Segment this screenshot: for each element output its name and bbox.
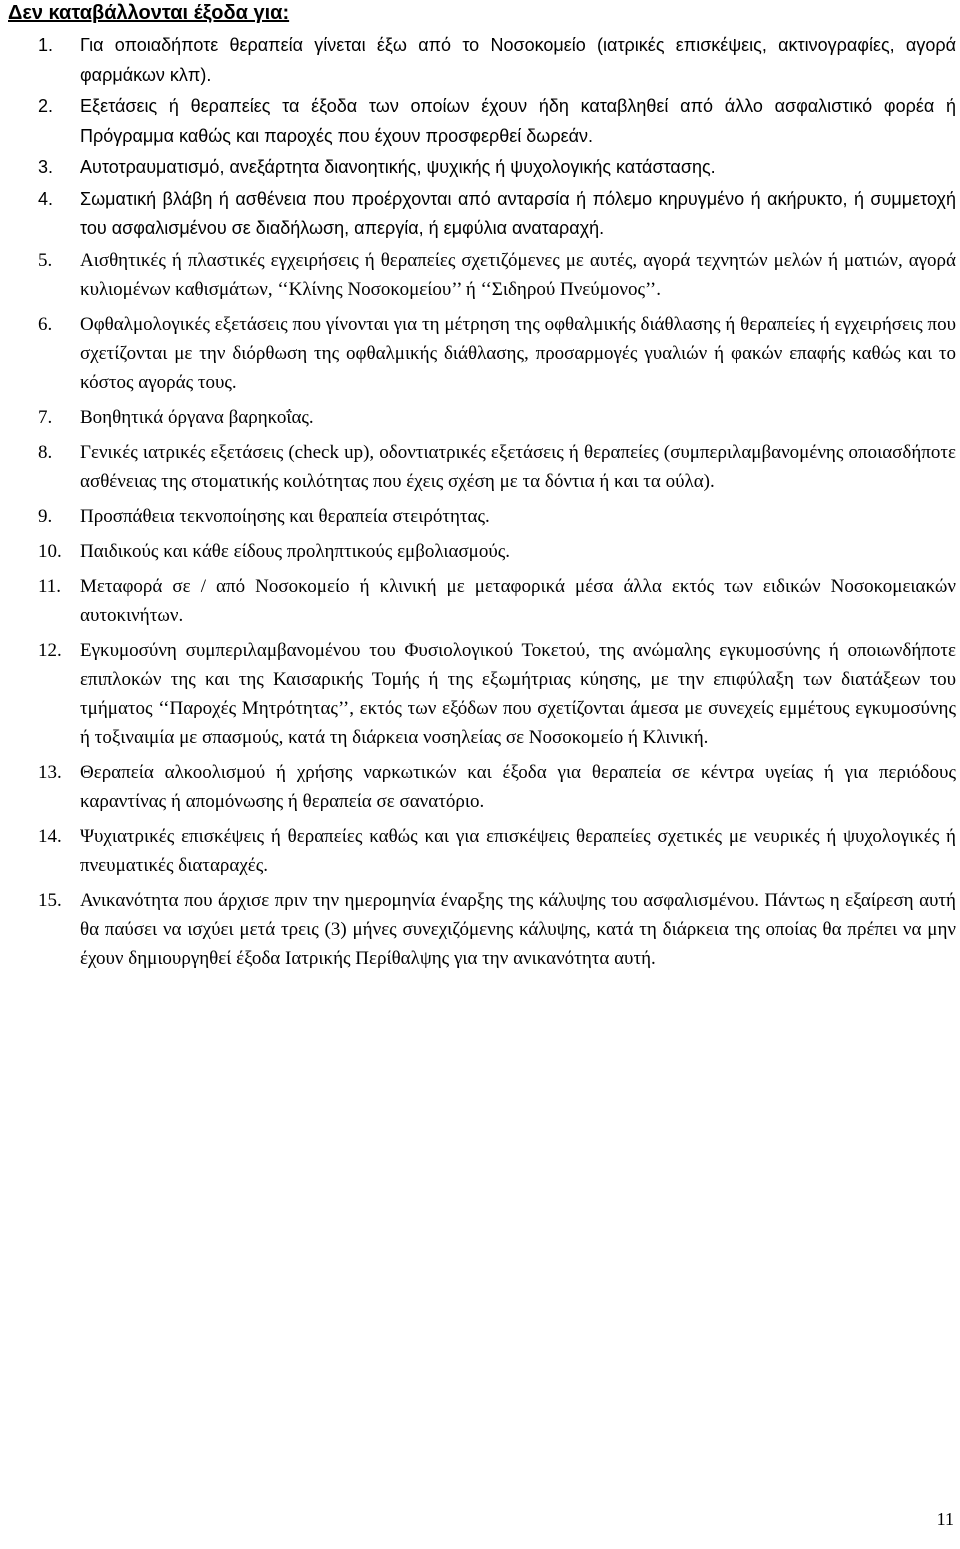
list-item	[0, 31, 960, 90]
list-item	[0, 502, 960, 531]
page-number: 11	[936, 1509, 954, 1529]
item-text: Αυτοτραυματισμό, ανεξάρτητα διανοητικής, ψυχικής ή ψυχολογικής κατάστασης.	[80, 157, 716, 177]
list-item	[0, 185, 960, 244]
item-number: 2.	[38, 96, 54, 116]
item-number: 4.	[38, 188, 54, 209]
item-text: Προσπάθεια τεκνοποίησης και θεραπεία στειρότητας.	[80, 505, 490, 527]
item-number: 6.	[38, 313, 53, 335]
item-number: 14.	[38, 825, 62, 847]
item-number: 11.	[38, 575, 62, 597]
item-number: 5.	[38, 249, 53, 271]
item-number: 15.	[38, 889, 62, 911]
item-number: 8.	[38, 441, 53, 463]
list-item	[0, 822, 960, 880]
item-text: Αισθητικές ή πλαστικές εγχειρήσεις ή θεραπείες σχετιζόμενες με αυτές, αγορά τεχνητών μελών ή ματιών, αγορά κυλιομένων καθισμάτων, ‘‘Κλίνης Νοσοκομείου’’ ή ‘‘Σιδηρού Πνεύμονος’’.	[80, 249, 956, 300]
list-item	[0, 636, 960, 752]
item-text: Βοηθητικά όργανα βαρηκοΐας.	[80, 406, 314, 428]
item-text: Για οποιαδήποτε θεραπεία γίνεται έξω από το Νοσοκομείο (ιατρικές επισκέψεις, ακτινογραφίες, αγορά φαρμάκων κλπ).	[80, 35, 956, 85]
item-number: 3.	[38, 157, 54, 177]
item-text: Θεραπεία αλκοολισμού ή χρήσης ναρκωτικών και έξοδα για θεραπεία σε κέντρα υγείας ή για περιόδους καραντίνας ή απομόνωσης ή θεραπεία σε σανατόριο.	[80, 761, 956, 812]
item-text: Εγκυμοσύνη συμπεριλαμβανομένου του Φυσιολογικού Τοκετού, της ανώμαλης εγκυμοσύνης ή οποιωνδήποτε επιπλοκών της και της Καισαρικής Τομής ή της εξωμήτριας κύησης, με την επιφύλαξη των διατάξεων του τμήματος ‘‘Παροχές Μητρότητας’’, εκτός των εξόδων που σχετίζονται άμεσα με συνεχείς εμμέτους εγκυμοσύνης ή τοξιναιμία με σπασμούς, κατά τη διάρκεια νοσηλείας σε Νοσοκομείο ή Κλινική.	[80, 639, 956, 748]
list-item	[0, 246, 960, 304]
item-text: Παιδικούς και κάθε είδους προληπτικούς εμβολιασμούς.	[80, 540, 511, 562]
item-text: Εξετάσεις ή θεραπείες τα έξοδα των οποίων έχουν ήδη καταβληθεί από άλλο ασφαλιστικό φορέα ή Πρόγραμμα καθώς και παροχές που έχουν προσφερθεί δωρεάν.	[80, 96, 956, 146]
item-text: Οφθαλμολογικές εξετάσεις που γίνονται για τη μέτρηση της οφθαλμικής διάθλασης ή θεραπείες ή εγχειρήσεις που σχετίζονται με την διόρθωση της οφθαλμικής διάθλασης, προσαρμογές γυαλιών ή φακών επαφής καθώς και το κόστος αγοράς τους.	[80, 313, 956, 393]
item-number: 13.	[38, 761, 62, 783]
item-text: Γενικές ιατρικές εξετάσεις (check up), οδοντιατρικές εξετάσεις ή θεραπείες (συμπεριλαμβανομένης οποιασδήποτε ασθένειας της στοματικής κοιλότητας που έχεις σχέση με τα δόντια ή και τα ούλα).	[80, 441, 956, 492]
item-number: 1.	[38, 35, 54, 55]
list-item	[0, 403, 960, 432]
item-text: Σωματική βλάβη ή ασθένεια που προέρχονται από ανταρσία ή πόλεμο κηρυγμένο ή ακήρυκτο, ή συμμετοχή του ασφαλισμένου σε διαδήλωση, απεργία, ή εμφύλια αναταραχή.	[80, 188, 956, 238]
item-number: 9.	[38, 505, 53, 527]
item-text: Μεταφορά σε / από Νοσοκομείο ή κλινική με μεταφορικά μέσα άλλα εκτός των ειδικών Νοσοκομειακών αυτοκινήτων.	[80, 575, 956, 626]
list-item	[0, 572, 960, 630]
list-item	[0, 438, 960, 496]
item-number: 7.	[38, 406, 53, 428]
item-text: Ανικανότητα που άρχισε πριν την ημερομηνία έναρξης της κάλυψης του ασφαλισμένου. Πάντως η εξαίρεση αυτή θα παύσει να ισχύει μετά τρεις (3) μήνες συνεχιζόμενης κάλυψης, κατά τη διάρκεια της οποίας θα πρέπει να μην έχουν δημιουργηθεί έξοδα Ιατρικής Περίθαλψης για την ανικανότητα αυτή.	[80, 889, 956, 969]
list-item	[0, 886, 960, 973]
list-item	[0, 758, 960, 816]
list-item	[0, 92, 960, 151]
section-heading: Δεν καταβάλλονται έξοδα για:	[8, 2, 290, 24]
item-number: 12.	[38, 639, 62, 661]
list-item	[0, 310, 960, 397]
exclusions-list	[0, 31, 960, 973]
list-item	[0, 537, 960, 566]
item-number: 10.	[38, 540, 62, 562]
item-text: Ψυχιατρικές επισκέψεις ή θεραπείες καθώς και για επισκέψεις θεραπείες σχετικές με νευρικές ή ψυχολογικές ή πνευματικές διαταραχές.	[80, 825, 956, 876]
list-item	[0, 153, 960, 183]
